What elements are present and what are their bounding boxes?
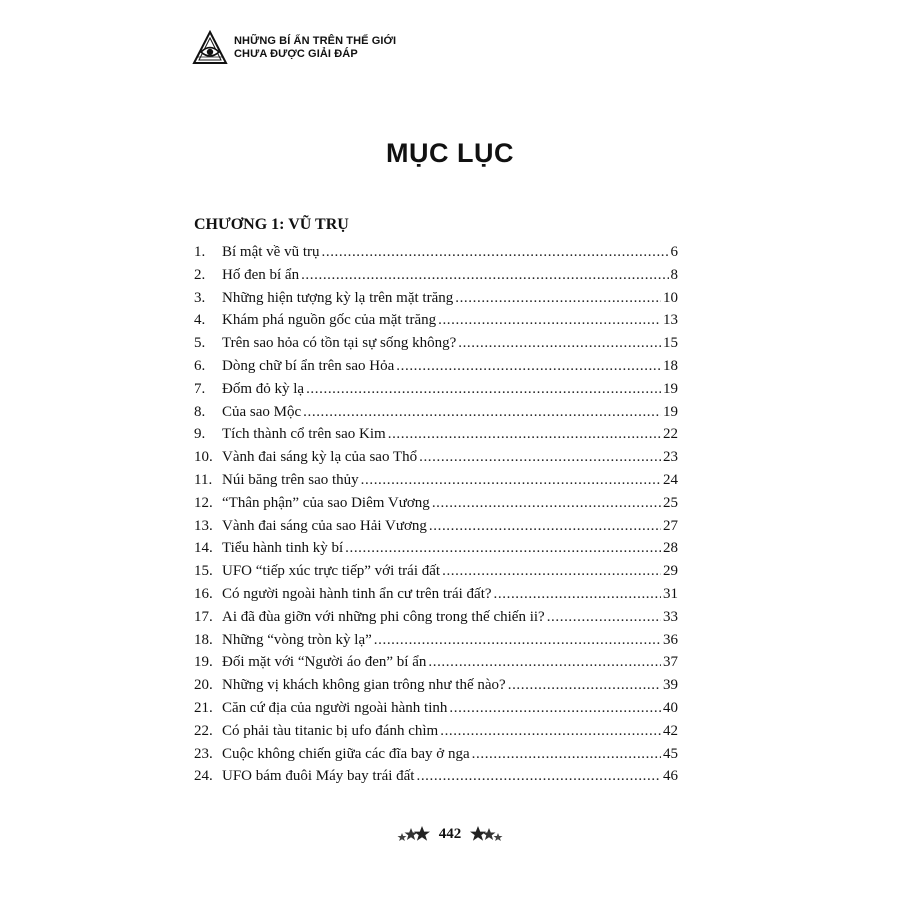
toc-entry-page: 19 <box>663 380 678 397</box>
toc-entry-title: Bí mật về vũ trụ <box>222 244 320 260</box>
toc-entry-title: Ai đã đùa giỡn với những phi công trong thế chiến ii? <box>222 608 545 625</box>
toc-entry-number: 5. <box>194 335 206 352</box>
toc-entry-page: 19 <box>663 403 678 420</box>
toc-entry <box>194 401 678 424</box>
book-header <box>192 28 396 68</box>
toc-entry-page: 6 <box>670 244 678 260</box>
toc-entry <box>194 423 678 446</box>
toc-entry <box>194 515 678 538</box>
toc-leader-dots <box>388 423 661 446</box>
toc-entry <box>194 241 678 264</box>
toc-entry-number: 12. <box>194 494 213 511</box>
toc-entry-page: 13 <box>663 312 678 329</box>
toc-entry-number: 8. <box>194 403 206 420</box>
toc-leader-dots <box>301 264 668 287</box>
toc-entry-title: Trên sao hỏa có tồn tại sự sống không? <box>222 335 457 352</box>
toc-entry-number: 22. <box>194 722 213 739</box>
toc-leader-dots <box>428 651 661 674</box>
toc-entry-page: 42 <box>663 722 678 739</box>
toc-entry-title: UFO bám đuôi Máy bay trái đất <box>222 768 415 785</box>
toc-leader-dots <box>374 629 661 652</box>
toc-leader-dots <box>432 492 661 515</box>
toc-entry <box>194 674 678 697</box>
toc-leader-dots <box>303 401 661 424</box>
toc-leader-dots <box>322 241 669 264</box>
toc-entry <box>194 765 678 788</box>
toc-entry-title: Khám phá nguồn gốc của mặt trăng <box>222 312 437 329</box>
toc-leader-dots <box>472 743 661 766</box>
toc-leader-dots <box>449 697 661 720</box>
toc-leader-dots <box>440 720 661 743</box>
toc-entry <box>194 651 678 674</box>
toc-entry-title: Của sao Mộc <box>222 403 302 420</box>
toc-entry-number: 2. <box>194 266 206 283</box>
toc-entry-number: 21. <box>194 699 213 716</box>
toc-entry <box>194 446 678 469</box>
toc-entry-number: 7. <box>194 380 206 397</box>
toc-leader-dots <box>429 515 661 538</box>
toc-entry-title: Vành đai sáng của sao Hải Vương <box>222 517 427 534</box>
toc-leader-dots <box>438 309 661 332</box>
toc-entry-title: Đốm đỏ kỳ lạ <box>222 380 305 397</box>
stars-ornament-icon <box>469 825 503 843</box>
page-footer <box>0 825 900 843</box>
toc-entry-number: 18. <box>194 631 213 648</box>
toc-entry-number: 13. <box>194 517 213 534</box>
book-title-line2: CHƯA ĐƯỢC GIẢI ĐÁP <box>234 48 358 60</box>
toc-entry-title: Có người ngoài hành tinh ẩn cư trên trái đất? <box>222 585 492 602</box>
toc-entry-number: 23. <box>194 745 213 762</box>
toc-leader-dots <box>345 537 661 560</box>
toc-entry-title: Cuộc không chiến giữa các đĩa bay ở nga <box>222 745 470 762</box>
toc-entry-number: 19. <box>194 654 213 671</box>
toc-entry-number: 15. <box>194 563 213 580</box>
toc-entry-page: 40 <box>663 699 678 716</box>
toc-entry-title: UFO “tiếp xúc trực tiếp” với trái đất <box>222 563 441 580</box>
toc-entry-title: Tích thành cổ trên sao Kim <box>222 426 386 443</box>
book-title-line1: NHỮNG BÍ ẨN TRÊN THẾ GIỚI <box>234 35 397 47</box>
toc-entry-page: 25 <box>663 494 678 511</box>
toc-entry-title: Tiểu hành tinh kỳ bí <box>222 540 344 557</box>
toc-entry-page: 46 <box>663 768 678 785</box>
toc-leader-dots <box>547 606 661 629</box>
toc-entry-number: 11. <box>194 471 213 488</box>
toc-entry-number: 14. <box>194 540 213 557</box>
toc-leader-dots <box>306 378 661 401</box>
toc-leader-dots <box>361 469 661 492</box>
toc-entry-page: 31 <box>663 585 678 602</box>
toc-entry <box>194 264 678 287</box>
toc-entry-number: 9. <box>194 426 206 443</box>
book-title <box>234 35 396 61</box>
toc-leader-dots <box>442 560 661 583</box>
toc-entry-title: “Thân phận” của sao Diêm Vương <box>222 494 430 511</box>
page-number: 442 <box>438 825 462 842</box>
toc-leader-dots <box>508 674 661 697</box>
toc-entry-title: Hố đen bí ẩn <box>222 266 300 283</box>
toc-entry-title: Núi băng trên sao thủy <box>222 471 359 488</box>
toc-entry <box>194 287 678 310</box>
toc-entry-number: 3. <box>194 289 206 306</box>
toc-entry-title: Có phải tàu titanic bị ufo đánh chìm <box>222 722 439 739</box>
toc-entry-page: 29 <box>663 563 678 580</box>
toc-entry-page: 18 <box>663 357 678 374</box>
toc-entry <box>194 629 678 652</box>
toc-entry-number: 6. <box>194 357 206 374</box>
toc-entry-title: Dòng chữ bí ẩn trên sao Hỏa <box>222 357 395 374</box>
toc-entry-number: 16. <box>194 585 213 602</box>
toc-entry-page: 45 <box>663 745 678 762</box>
toc-entry <box>194 309 678 332</box>
page-title: MỤC LỤC <box>386 138 514 168</box>
toc-entry-page: 39 <box>663 677 678 694</box>
toc-entry <box>194 537 678 560</box>
toc-entry <box>194 469 678 492</box>
toc-entry-page: 27 <box>663 517 678 534</box>
toc-entry-number: 4. <box>194 312 206 329</box>
toc-entry <box>194 560 678 583</box>
toc-entry-page: 22 <box>663 426 678 443</box>
toc-entry-title: Những “vòng tròn kỳ lạ” <box>222 631 372 648</box>
stars-ornament-icon <box>397 825 431 843</box>
toc-entry <box>194 355 678 378</box>
toc-leader-dots <box>416 765 661 788</box>
toc-entry-title: Đối mặt với “Người áo đen” bí ẩn <box>222 654 427 671</box>
toc-entry <box>194 606 678 629</box>
toc-entry <box>194 332 678 355</box>
toc-entry-page: 36 <box>663 631 678 648</box>
toc-entry-number: 10. <box>194 449 213 466</box>
toc-entry-page: 33 <box>663 608 678 625</box>
toc-entry-title: Vành đai sáng kỳ lạ của sao Thổ <box>222 449 418 466</box>
toc-entry <box>194 720 678 743</box>
toc-entry-title: Căn cứ địa của người ngoài hành tinh <box>222 699 448 716</box>
toc-entry-page: 23 <box>663 449 678 466</box>
toc-entry <box>194 492 678 515</box>
toc-leader-dots <box>396 355 661 378</box>
toc-entry-page: 24 <box>663 471 678 488</box>
toc-entry <box>194 378 678 401</box>
toc-entry <box>194 743 678 766</box>
toc-entry-page: 8 <box>670 266 678 283</box>
toc-leader-dots <box>494 583 661 606</box>
toc-entry-page: 15 <box>663 335 678 352</box>
toc-leader-dots <box>455 287 661 310</box>
chapter-heading: CHƯƠNG 1: VŨ TRỤ <box>194 216 349 233</box>
toc-entry-title: Những vị khách không gian trông như thế nào? <box>222 677 506 694</box>
eye-pyramid-icon <box>192 30 228 66</box>
toc-entry <box>194 583 678 606</box>
toc-entry <box>194 697 678 720</box>
toc-entry-page: 10 <box>663 289 678 306</box>
toc-entry-number: 17. <box>194 608 213 625</box>
toc-entry-title: Những hiện tượng kỳ lạ trên mặt trăng <box>222 289 454 306</box>
toc-entry-page: 28 <box>663 540 678 557</box>
toc-leader-dots <box>458 332 661 355</box>
toc-entry-page: 37 <box>663 654 678 671</box>
table-of-contents <box>194 241 678 788</box>
toc-entry-number: 20. <box>194 677 213 694</box>
toc-entry-number: 24. <box>194 768 213 785</box>
toc-leader-dots <box>419 446 661 469</box>
toc-entry-number: 1. <box>194 244 206 260</box>
